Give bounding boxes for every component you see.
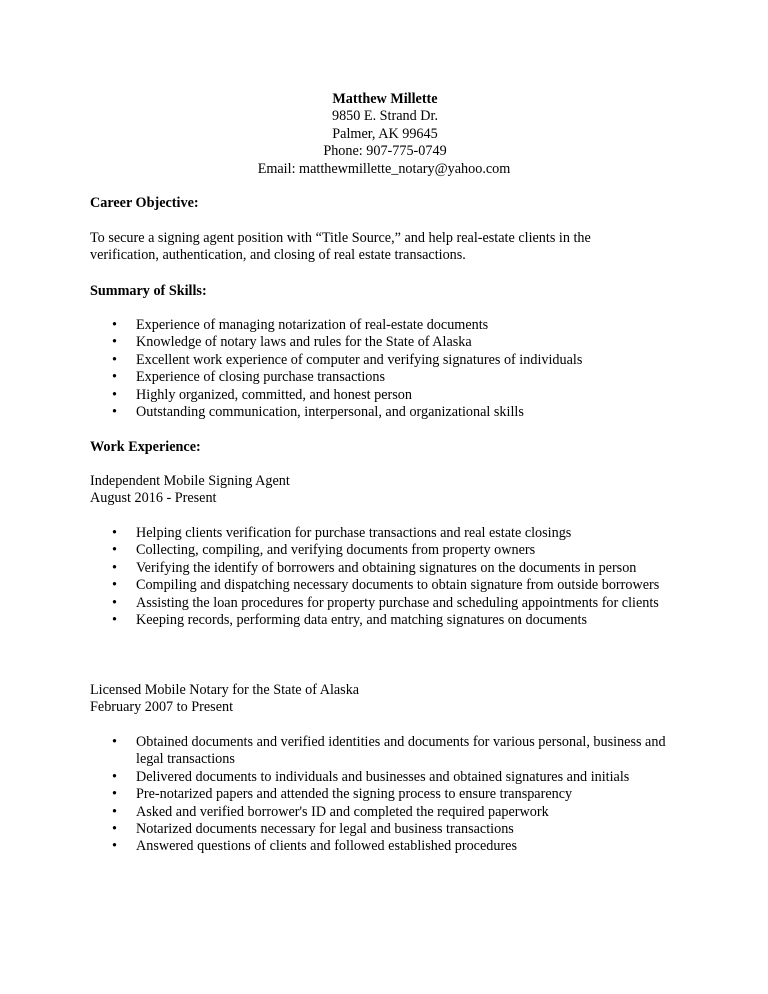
list-item: • Asked and verified borrower's ID and completed the required paperwork (112, 803, 549, 820)
bullet-icon: • (112, 525, 117, 541)
bullet-icon: • (112, 803, 117, 820)
list-item: • Knowledge of notary laws and rules for the State of Alaska (112, 334, 472, 351)
objective-heading-block (90, 195, 690, 212)
job-dates: August 2016 - Present (90, 490, 217, 507)
job-title: Licensed Mobile Notary for the State of Alaska (90, 682, 360, 698)
street-address: 9850 E. Strand Dr. (331, 108, 438, 125)
list-item: • Highly organized, committed, and honest person (112, 386, 412, 403)
list-item: • Obtained documents and verified identities and documents for various personal, business and legal transactions (112, 734, 666, 768)
bullet-icon: • (112, 594, 117, 611)
job-title: Independent Mobile Signing Agent (90, 473, 290, 489)
bullet-icon: • (112, 317, 117, 333)
bullet-icon: • (112, 821, 117, 838)
job-dates: February 2007 to Present (90, 699, 234, 716)
job-1-duties-block (90, 525, 690, 629)
bullet-icon: • (112, 351, 117, 368)
list-item: • Verifying the identify of borrowers and obtaining signatures on the documents in person (112, 559, 637, 576)
list-item: • Notarized documents necessary for legal and business transactions (112, 821, 514, 838)
list-item: • Excellent work experience of computer and verifying signatures of individuals (112, 351, 583, 368)
email-address: Email: matthewmillette_notary@yahoo.com (257, 160, 511, 177)
phone-number: Phone: 907-775-0749 (323, 143, 447, 160)
career-objective-text: To secure a signing agent position with “Title Source,” and help real-estate clients in the verification, authentication, and closing of real estate transactions. (90, 230, 591, 264)
list-item: • Assisting the loan procedures for property purchase and scheduling appointments for clients (112, 594, 659, 611)
list-item: • Keeping records, performing data entry, and matching signatures on documents (112, 612, 587, 629)
bullet-icon: • (112, 334, 117, 351)
skills-heading-block (90, 283, 690, 300)
job-2-duties-block (90, 734, 690, 856)
list-item: • Compiling and dispatching necessary documents to obtain signature from outside borrowers (112, 577, 660, 594)
work-heading-block (90, 439, 690, 456)
bullet-icon: • (112, 369, 117, 386)
bullet-icon: • (112, 386, 117, 403)
career-objective-heading: Career Objective: (90, 195, 199, 211)
skills-list (90, 317, 690, 421)
list-item: • Experience of managing notarization of real-estate documents (112, 317, 489, 333)
work-experience-heading: Work Experience: (90, 439, 201, 455)
job-2-header (90, 682, 690, 717)
bullet-icon: • (112, 786, 117, 803)
contact-header (0, 91, 768, 178)
bullet-icon: • (112, 404, 117, 421)
list-item: • Answered questions of clients and followed established procedures (112, 838, 517, 855)
bullet-icon: • (112, 542, 117, 559)
bullet-icon: • (112, 734, 117, 750)
bullet-icon: • (112, 768, 117, 785)
job-1-header (90, 473, 690, 508)
bullet-icon: • (112, 559, 117, 576)
job-1-duties-list (90, 525, 690, 629)
bullet-icon: • (112, 612, 117, 629)
city-state-zip: Palmer, AK 99645 (332, 125, 438, 142)
list-item: • Delivered documents to individuals and businesses and obtained signatures and initials (112, 768, 630, 785)
skills-list-block (90, 317, 690, 421)
list-item: • Outstanding communication, interpersonal, and organizational skills (112, 404, 524, 421)
job-2-duties-list (90, 734, 690, 856)
bullet-icon: • (112, 577, 117, 594)
list-item: • Helping clients verification for purchase transactions and real estate closings (112, 525, 572, 541)
list-item: • Pre-notarized papers and attended the signing process to ensure transparency (112, 786, 573, 803)
summary-of-skills-heading: Summary of Skills: (90, 283, 207, 299)
bullet-icon: • (112, 838, 117, 855)
list-item: • Experience of closing purchase transactions (112, 369, 385, 386)
list-item: • Collecting, compiling, and verifying documents from property owners (112, 542, 536, 559)
applicant-name: Matthew Millette (332, 91, 438, 107)
